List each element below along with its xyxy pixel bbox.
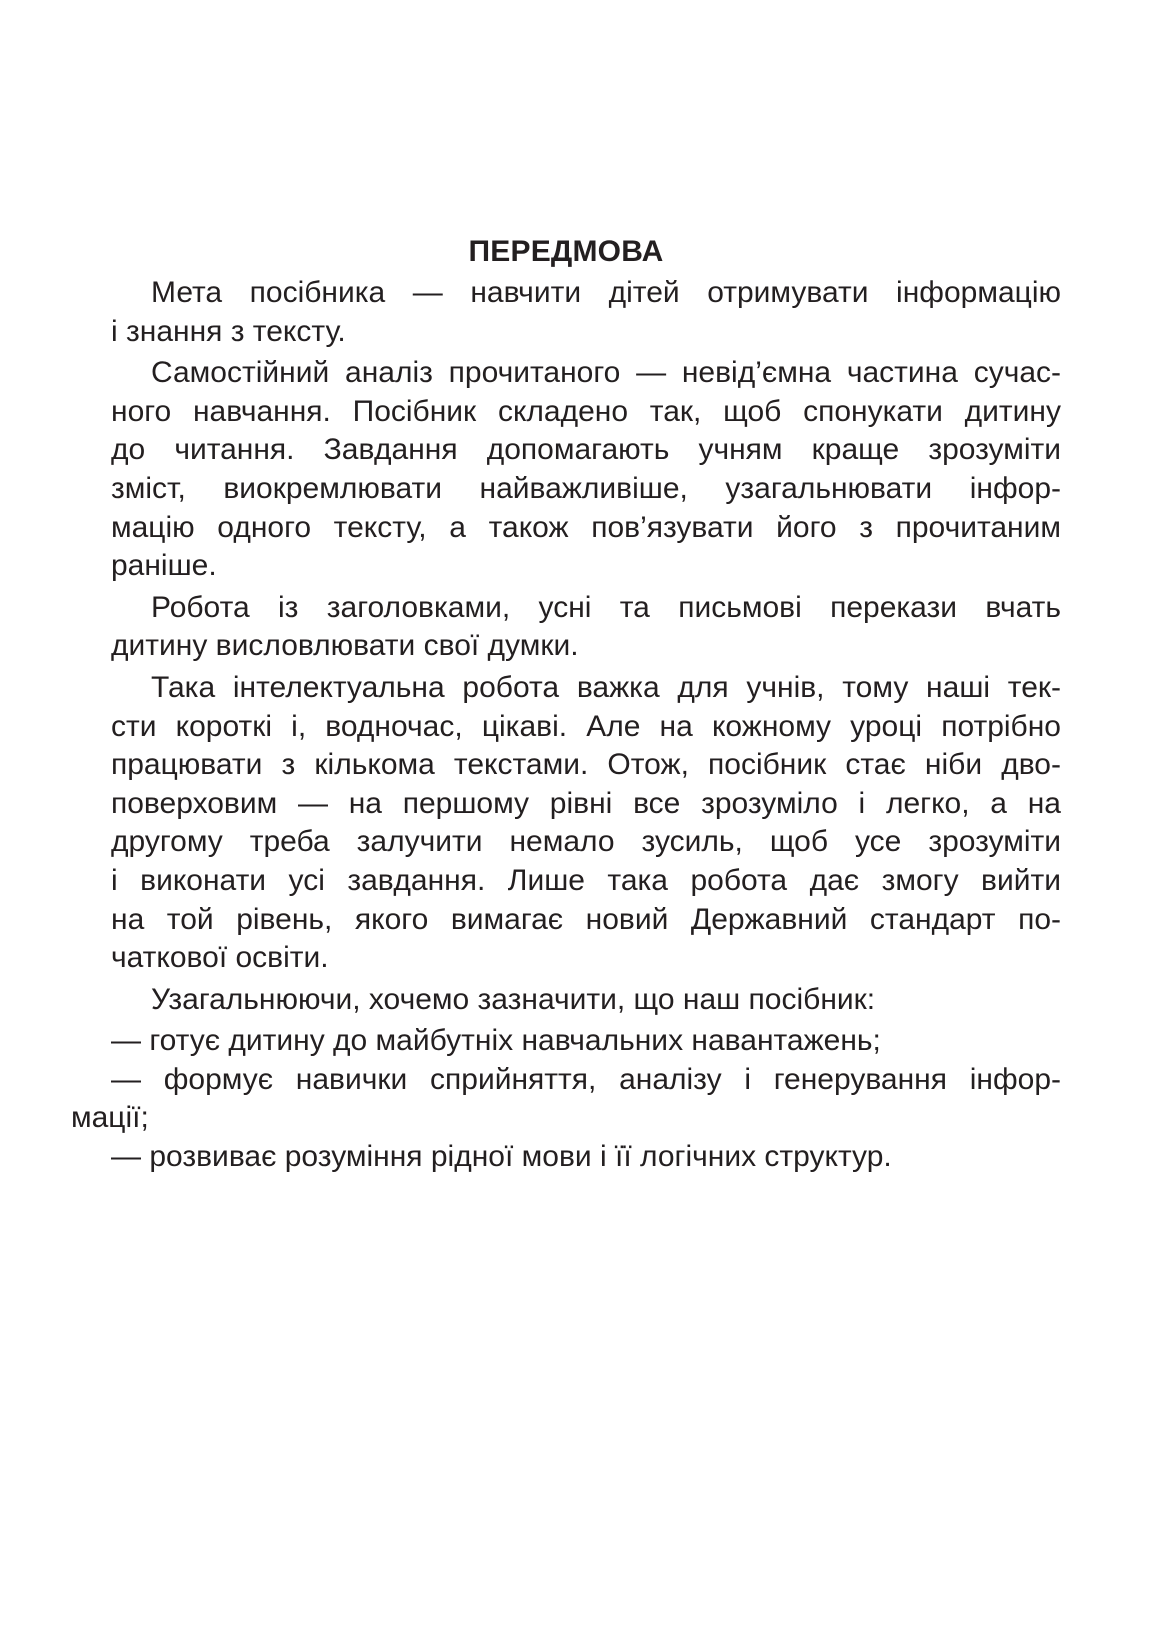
text-line: поверховим — на першому рівні все зрозуміло і легко, а на (111, 786, 1061, 820)
list-item (71, 1138, 1061, 1177)
list-item (71, 1061, 1061, 1138)
text-line: до читання. Завдання допомагають учням краще зрозуміти (111, 433, 1061, 467)
text-line: Узагальнюючи, хочемо зазначити, що наш посібник: (151, 982, 876, 1016)
summary-intro (71, 981, 1061, 1020)
text-line: — розвиває розуміння рідної мови і її логічних структур. (111, 1140, 892, 1174)
text-line: — готує дитину до майбутніх навчальних навантажень; (111, 1024, 881, 1058)
text-line: Мета посібника — навчити дітей отримувати інформацію (151, 276, 1061, 309)
text-line: сти короткі і, водночас, цікаві. Але на кожному уроці потрібно (111, 709, 1061, 743)
paragraph-3 (71, 589, 1061, 666)
list-item (71, 1022, 1061, 1061)
text-line: на той рівень, якого вимагає новий Державний стандарт по- (111, 902, 1061, 936)
text-line: працювати з кількома текстами. Отож, посібник стає ніби дво- (111, 748, 1061, 782)
text-line: і виконати усі завдання. Лише така робота дає змогу вийти (111, 863, 1061, 897)
text-line: зміст, виокремлювати найважливіше, узагальнювати інфор- (111, 471, 1061, 505)
text-line: — формує навички сприйняття, аналізу і генерування інфор- (111, 1062, 1061, 1096)
paragraph-1 (71, 274, 1061, 351)
paragraph-4 (71, 669, 1061, 978)
text-line: дитину висловлювати свої думки. (111, 629, 579, 663)
page-title: ПЕРЕДМОВА (468, 235, 664, 268)
preface-page (71, 232, 1061, 1177)
text-line: і знання з тексту. (111, 314, 346, 348)
text-line: Самостійний аналіз прочитаного — невід’ємна частина сучас- (151, 356, 1061, 390)
paragraph-2 (71, 354, 1061, 586)
text-line: мацію одного тексту, а також пов’язувати його з прочитаним (111, 510, 1061, 544)
text-line: Така інтелектуальна робота важка для учнів, тому наші тек- (151, 670, 1061, 704)
text-line: раніше. (111, 549, 217, 583)
text-line: мації; (71, 1101, 149, 1135)
text-line: Робота із заголовками, усні та письмові перекази вчать (151, 590, 1061, 624)
text-line: другому треба залучити немало зусиль, щоб усе зрозуміти (111, 825, 1061, 859)
text-line: чаткової освіти. (111, 941, 329, 975)
text-line: ного навчання. Посібник складено так, щоб спонукати дитину (111, 394, 1061, 428)
